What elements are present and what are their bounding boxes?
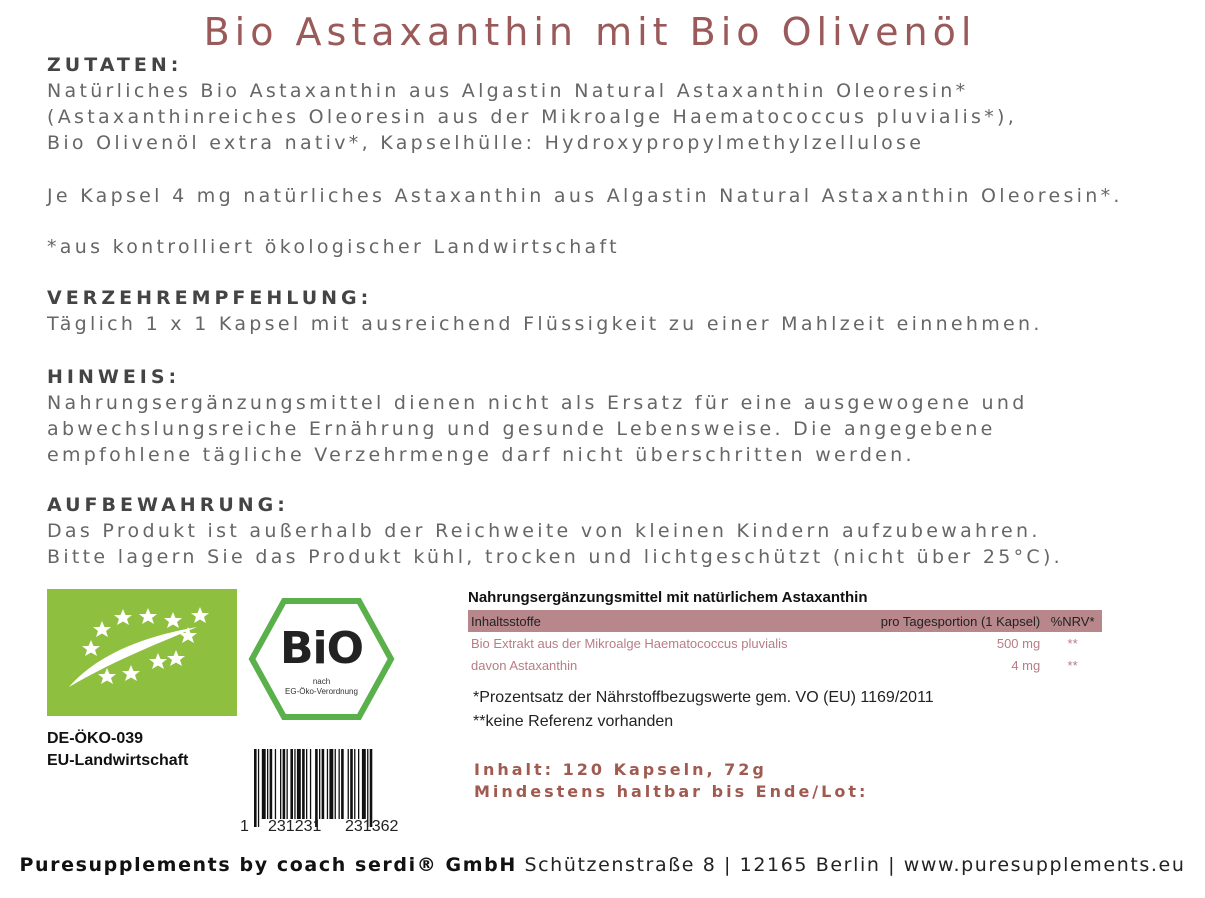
notice-line: abwechslungsreiche Ernährung und gesunde Lebensweise. Die angegebene — [47, 418, 996, 440]
barcode-bar — [306, 749, 307, 819]
cell-nrv: ** — [1067, 635, 1078, 651]
ingredients-line: Bio Olivenöl extra nativ*, Kapselhülle: Hydroxypropylmethylzellulose — [47, 132, 925, 154]
barcode-bar — [262, 749, 266, 819]
header-per-portion: pro Tagesportion (1 Kapsel) — [848, 610, 1043, 632]
dosage-heading: VERZEHREMPFEHLUNG: — [47, 287, 373, 309]
nutrition-title: Nahrungsergänzungsmittel mit natürlichem Astaxanthin — [468, 589, 868, 606]
cert-origin: EU-Landwirtschaft — [47, 752, 189, 769]
barcode-digits-right: 231362 — [345, 818, 399, 835]
barcode-bar — [367, 749, 368, 827]
footer-address: Schützenstraße 8 | 12165 Berlin | www.puresupplements.eu — [516, 854, 1186, 876]
nutrition-footnotes — [468, 686, 1108, 734]
barcode-bar — [290, 749, 293, 819]
footer — [0, 854, 1205, 876]
ingredients-line: (Astaxanthinreiches Oleoresin aus der Mikroalge Haematococcus pluvialis*), — [47, 106, 1018, 128]
cell-amount: 4 mg — [1011, 657, 1041, 673]
barcode-digits-mid: 231231 — [268, 818, 322, 835]
footnote-reference: **keine Referenz vorhanden — [473, 713, 674, 730]
nutrition-panel — [468, 588, 1108, 734]
barcode-bar — [270, 749, 273, 819]
ingredients-line: Natürliches Bio Astaxanthin aus Algastin Natural Astaxanthin Oleoresin* — [47, 80, 969, 102]
product-title: Bio Astaxanthin mit Bio Olivenöl — [203, 10, 977, 54]
cell-nrv: ** — [1067, 657, 1078, 673]
content-info — [474, 759, 868, 803]
footnote-nrv: *Prozentsatz der Nährstoffbezugswerte gem. VO (EU) 1169/2011 — [473, 689, 934, 706]
barcode-digit-left: 1 — [240, 818, 249, 835]
notice-heading: HINWEIS: — [47, 366, 181, 388]
barcode-bar — [258, 749, 259, 827]
per-capsule-text — [47, 183, 1187, 209]
notice-section — [47, 364, 1187, 468]
storage-line: Das Produkt ist außerhalb der Reichweite von kleinen Kindern aufzubewahren. — [47, 520, 1041, 542]
ingredients-section — [47, 52, 1187, 156]
bio-seal-word: BiO — [279, 623, 364, 674]
barcode-bar — [335, 749, 336, 819]
organic-note — [47, 234, 1187, 260]
storage-heading: AUFBEWAHRUNG: — [47, 494, 289, 516]
cell-ingredient: Bio Extrakt aus der Mikroalge Haematococcus pluvialis — [471, 635, 788, 651]
barcode-bar — [329, 749, 333, 819]
barcode-bar — [370, 749, 373, 827]
barcode-bar — [287, 749, 288, 819]
bio-seal-sub2: EG-Öko-Verordnung — [285, 687, 358, 696]
barcode-bar — [267, 749, 268, 819]
storage-line: Bitte lagern Sie das Produkt kühl, trocken und lichtgeschützt (nicht über 25°C). — [47, 546, 1064, 568]
per-capsule-line: Je Kapsel 4 mg natürliches Astaxanthin aus Algastin Natural Astaxanthin Oleoresin*. — [47, 185, 1123, 207]
barcode-bar — [358, 749, 359, 819]
barcode-bar — [297, 749, 301, 819]
certification-info — [47, 728, 188, 772]
best-before: Mindestens haltbar bis Ende/Lot: — [474, 782, 869, 801]
eu-organic-logo — [47, 589, 237, 716]
barcode-bar — [315, 749, 318, 827]
barcode-bar — [275, 749, 276, 819]
barcode-bar — [283, 749, 286, 819]
dosage-text: Täglich 1 x 1 Kapsel mit ausreichend Flüssigkeit zu einer Mahlzeit einnehmen. — [47, 313, 1043, 335]
notice-line: Nahrungsergänzungsmittel dienen nicht als Ersatz für eine ausgewogene und — [47, 392, 1028, 414]
barcode-bar — [294, 749, 295, 819]
barcode — [240, 749, 425, 839]
barcode-bar — [302, 749, 305, 819]
content-amount: Inhalt: 120 Kapseln, 72g — [474, 760, 767, 779]
notice-line: empfohlene tägliche Verzehrmenge darf nicht überschritten werden. — [47, 444, 915, 466]
ingredients-heading: ZUTATEN: — [47, 54, 183, 76]
organic-note-line: *aus kontrolliert ökologischer Landwirtschaft — [47, 236, 620, 258]
barcode-bar — [254, 749, 257, 827]
nutrition-table — [468, 610, 1102, 676]
cert-code: DE-ÖKO-039 — [47, 730, 144, 747]
barcode-bar — [322, 749, 325, 819]
table-header-row — [468, 610, 1102, 632]
barcode-bar — [310, 749, 311, 819]
storage-section — [47, 492, 1187, 570]
bio-seal-sub1: nach — [312, 677, 331, 686]
cell-ingredient: davon Astaxanthin — [471, 657, 578, 673]
table-row — [468, 654, 1102, 676]
barcode-bar — [362, 749, 366, 819]
eu-organic-leaf-icon — [47, 589, 237, 716]
header-ingredients: Inhaltsstoffe — [468, 610, 848, 632]
barcode-bar — [354, 749, 355, 819]
barcode-bar — [327, 749, 328, 819]
barcode-bar — [339, 749, 340, 819]
barcode-bar — [350, 749, 353, 819]
dosage-section — [47, 285, 1187, 337]
bio-seal-logo — [248, 597, 395, 721]
barcode-bar — [341, 749, 344, 819]
header-nrv: %NRV* — [1043, 610, 1102, 632]
barcode-bar — [280, 749, 281, 819]
cell-amount: 500 mg — [996, 635, 1041, 651]
footer-company: Puresupplements by coach serdi® GmbH — [19, 854, 517, 876]
barcode-bar — [319, 749, 320, 819]
barcode-bars — [240, 749, 425, 827]
barcode-bar — [348, 749, 349, 819]
table-row — [468, 632, 1102, 654]
